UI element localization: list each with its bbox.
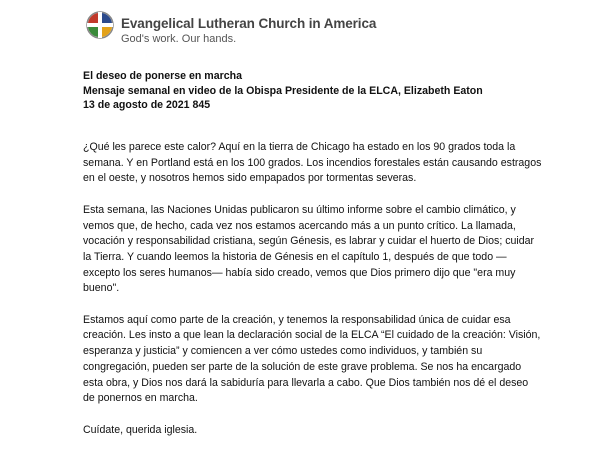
text-line: esta obra, y Dios nos dará la sabiduría para llevarla a cabo. Que Dios también nos dé el deseo <box>83 376 529 389</box>
text-line: vocación y responsabilidad cristiana, según Génesis, es labrar y cuidar el huerto de Dios; cuidar <box>83 235 535 248</box>
text-line: Esta semana, las Naciones Unidas publicaron su último informe sobre el cambio climático, y <box>83 203 516 216</box>
org-name: Evangelical Lutheran Church in America <box>121 16 377 31</box>
text-line: semana. Y en Portland está en los 100 grados. Los incendios forestales están causando estragos <box>83 156 542 169</box>
text-line: Estamos aquí como parte de la creación, y tenemos la responsabilidad única de cuidar esa <box>83 313 511 326</box>
paragraph <box>83 203 583 297</box>
elca-logo-icon <box>86 11 114 39</box>
text-line: en el oeste, y nosotros hemos sido empapados por tormentas severas. <box>83 172 417 185</box>
text-line: vemos que, de hecho, cada vez nos estamos acercando más a un punto crítico. La llamada, <box>83 219 516 232</box>
document-body <box>83 140 583 454</box>
document-subtitle: Mensaje semanal en video de la Obispa Presidente de la ELCA, Elizabeth Eaton <box>83 84 483 97</box>
paragraph <box>83 423 583 439</box>
document-date: 13 de agosto de 2021 845 <box>83 99 211 111</box>
paragraph <box>83 140 583 187</box>
paragraph <box>83 313 583 407</box>
text-line: congregación, pueden ser parte de la solución de este grave problema. Se nos ha encargado <box>83 360 522 373</box>
text-line: la Tierra. Y cuando leemos la historia de Génesis en el capítulo 1, después de que todo — <box>83 250 507 263</box>
title-block <box>83 69 483 113</box>
text-line: bueno". <box>83 282 120 295</box>
text-line: excepto los seres humanos— había sido creado, vemos que Dios primero dijo que "era muy <box>83 266 516 279</box>
tagline: God's work. Our hands. <box>121 33 237 45</box>
document-title: El deseo de ponerse en marcha <box>83 70 242 82</box>
text-line: Cuídate, querida iglesia. <box>83 423 198 436</box>
text-line: de ponernos en marcha. <box>83 392 198 405</box>
text-line: creación. Les insto a que lean la declaración social de la ELCA “El cuidado de la creación: Visión, <box>83 329 541 342</box>
text-line: ¿Qué les parece este calor? Aquí en la tierra de Chicago ha estado en los 90 grados toda la <box>83 141 516 153</box>
text-line: esperanza y justicia” y comiencen a ver cómo ustedes como individuos, y también su <box>83 345 483 358</box>
